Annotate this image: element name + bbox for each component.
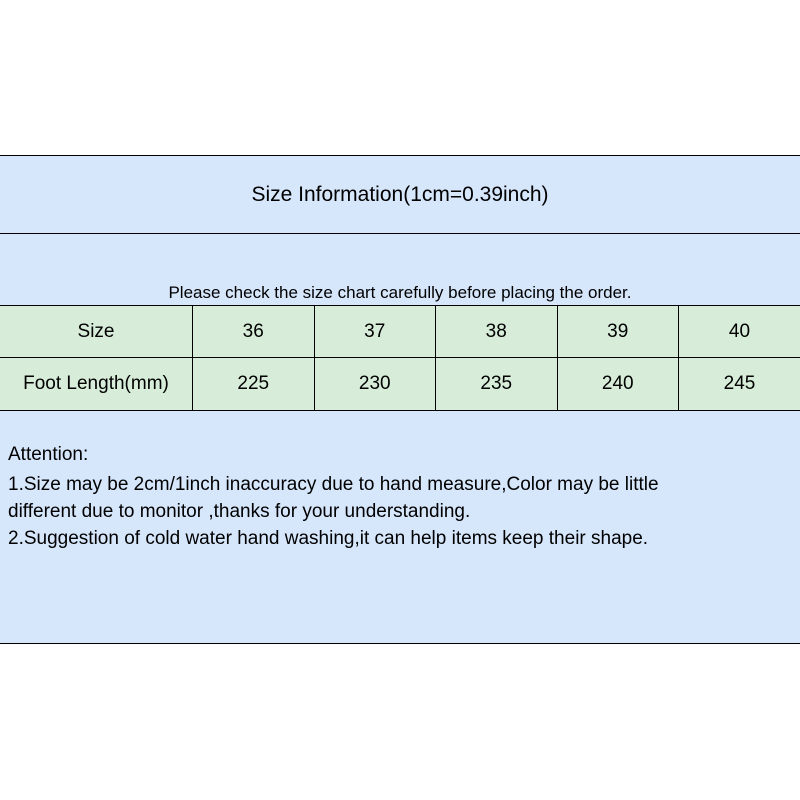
- foot-length-36: 225: [193, 358, 315, 411]
- attention-line-1b: different due to monitor ,thanks for your understanding.: [8, 501, 471, 522]
- foot-length-40: 245: [679, 358, 800, 411]
- table-row: [0, 358, 800, 411]
- row-label-foot-length: Foot Length(mm): [0, 358, 193, 411]
- size-value-39: 39: [557, 306, 679, 358]
- attention-line-1a: 1.Size may be 2cm/1inch inaccuracy due to hand measure,Color may be little: [8, 474, 659, 495]
- size-value-37: 37: [314, 306, 436, 358]
- foot-length-38: 235: [436, 358, 558, 411]
- size-chart-container: [0, 155, 800, 644]
- attention-heading: Attention:: [8, 444, 89, 465]
- attention-line-2: 2.Suggestion of cold water hand washing,it can help items keep their shape.: [8, 528, 649, 549]
- page-title: Size Information(1cm=0.39inch): [251, 182, 549, 206]
- row-label-size: Size: [0, 306, 193, 358]
- size-value-36: 36: [193, 306, 315, 358]
- check-note-band: [0, 234, 800, 305]
- check-size-note: Please check the size chart carefully before placing the order.: [168, 283, 632, 302]
- attention-band: [0, 411, 800, 643]
- size-value-40: 40: [679, 306, 800, 358]
- foot-length-39: 240: [557, 358, 679, 411]
- title-band: [0, 156, 800, 234]
- table-row: [0, 306, 800, 358]
- size-value-38: 38: [436, 306, 558, 358]
- size-table: [0, 305, 800, 411]
- foot-length-37: 230: [314, 358, 436, 411]
